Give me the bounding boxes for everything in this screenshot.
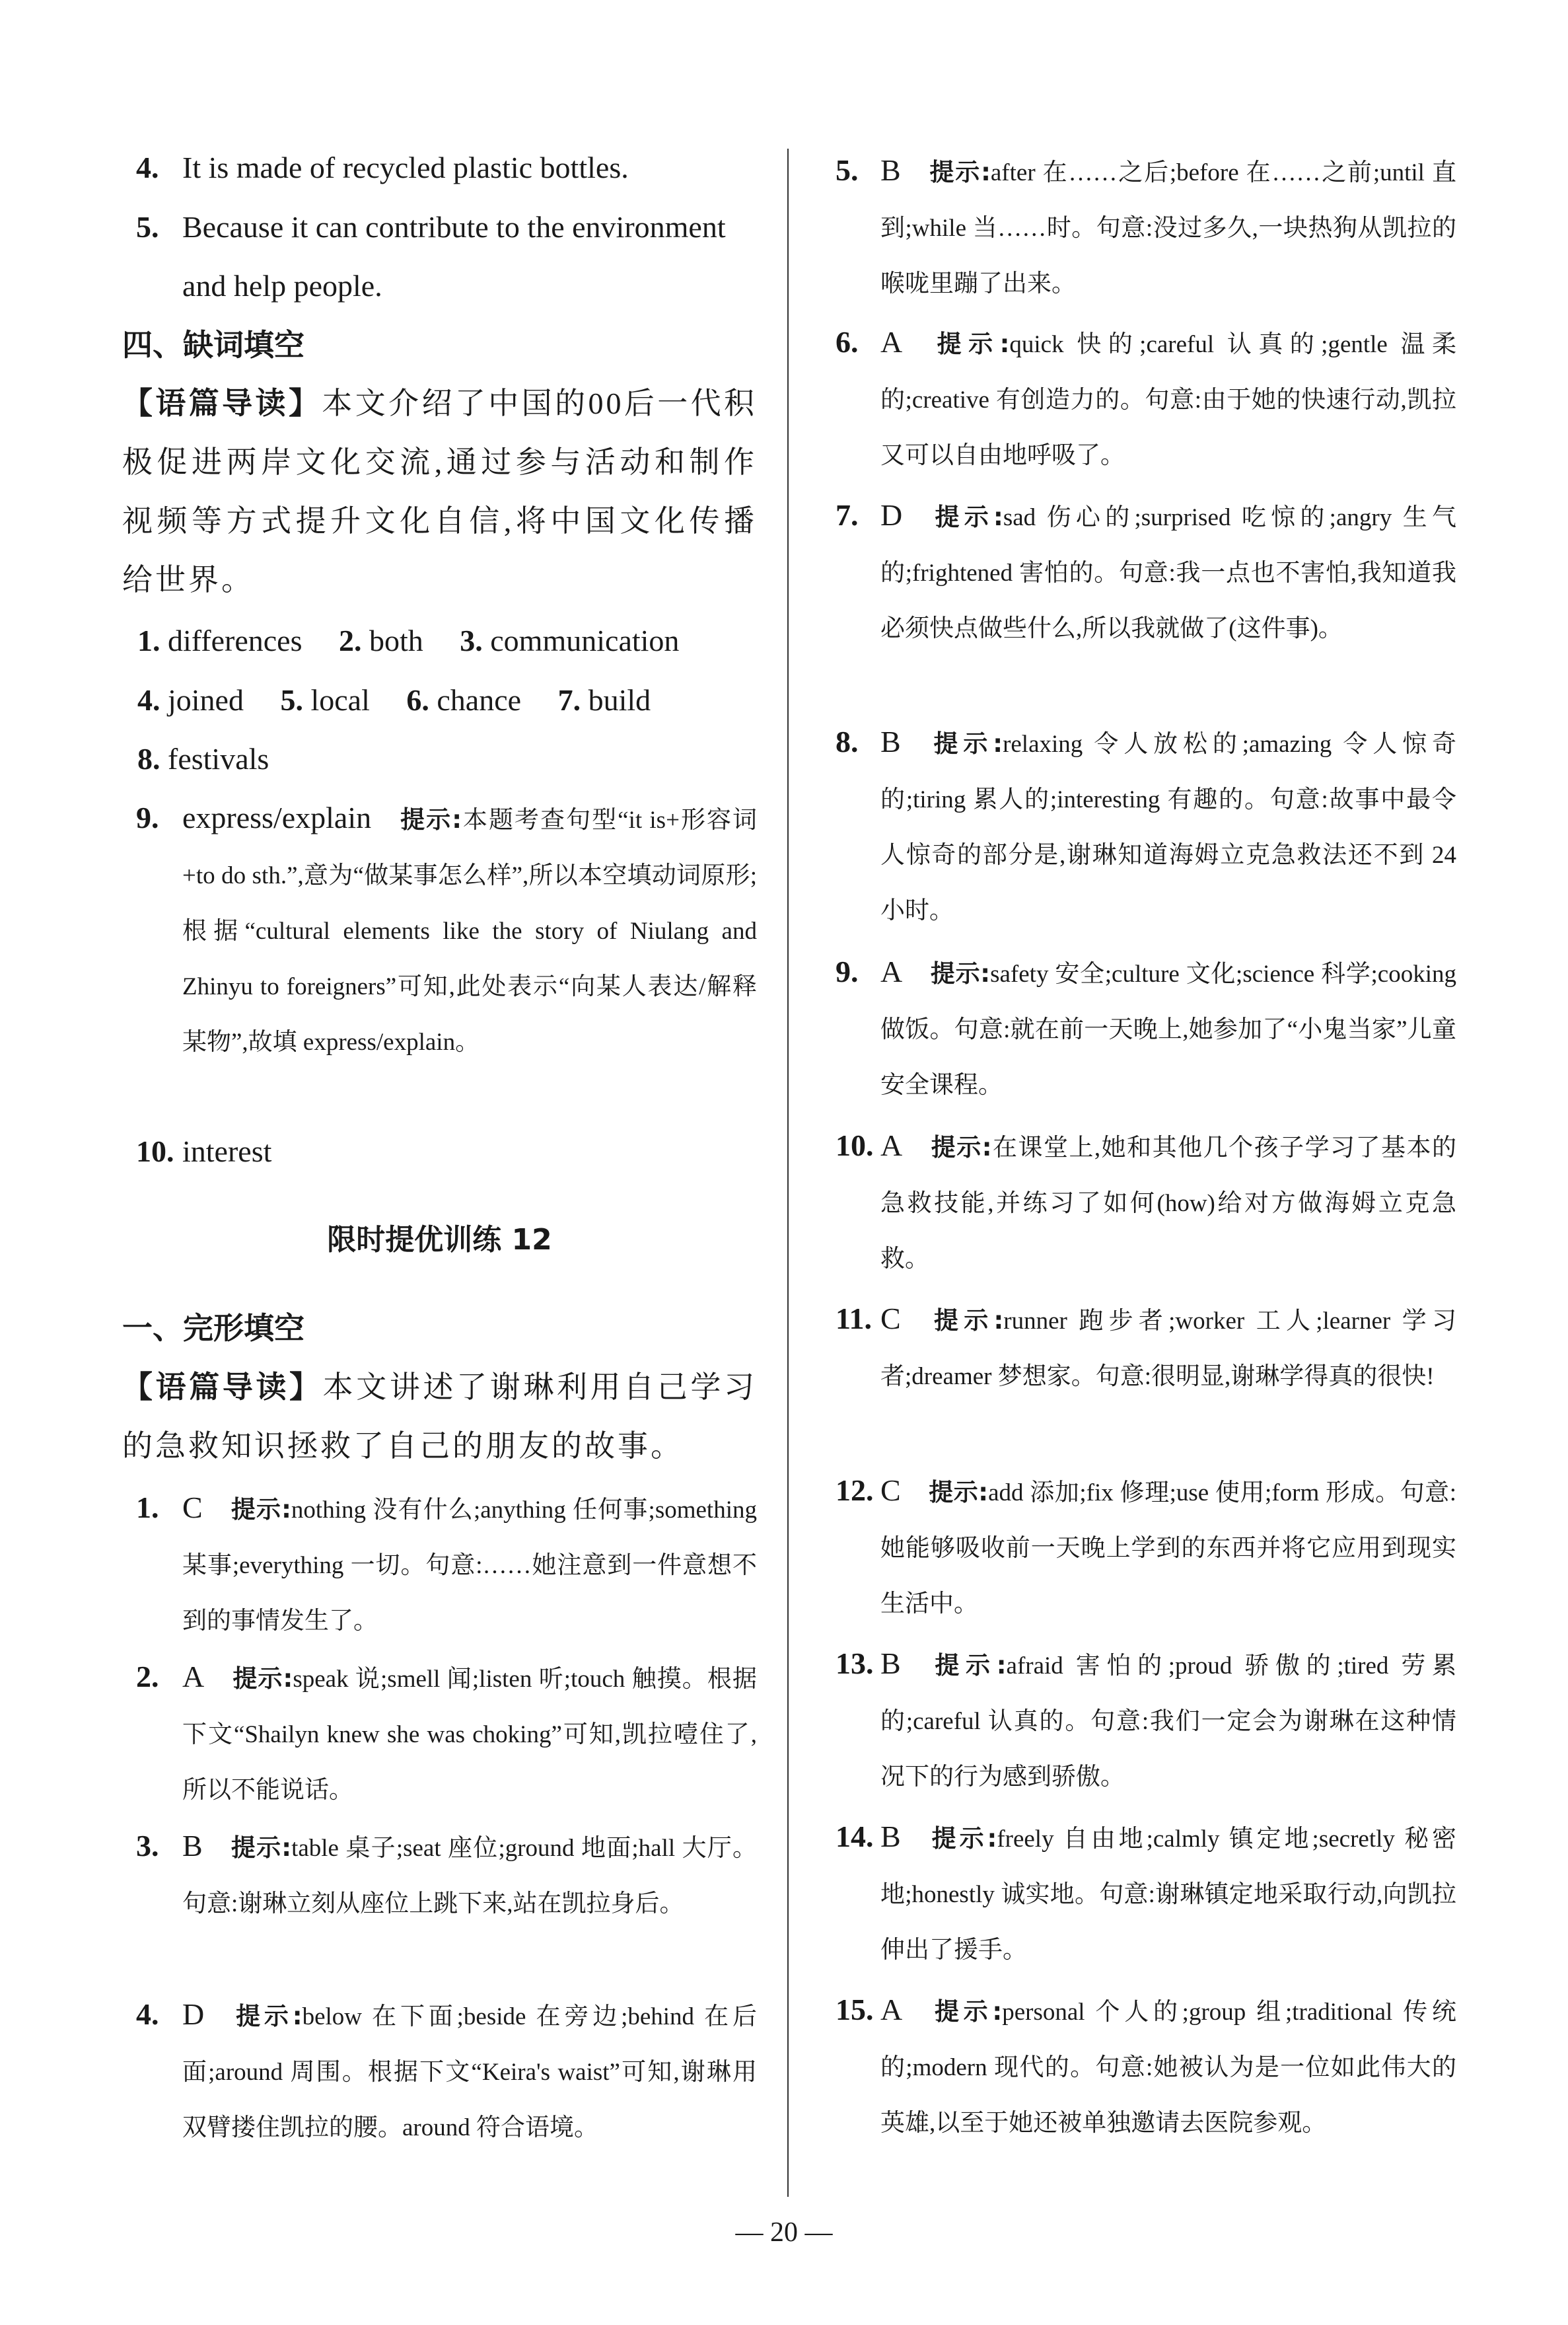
answer-letter: C	[880, 1473, 901, 1507]
answer-item	[836, 488, 1456, 657]
answer-letter: B	[880, 725, 901, 758]
section-heading: 四、缺词填空	[122, 327, 304, 363]
hint-label: 提示:	[928, 1478, 989, 1506]
guide-label: 【语篇导读】	[122, 1369, 323, 1405]
hint-text: quick 快的;careful 认真的;gentle 温柔的;creative 有创造力的。句意:由于她的快速行动,凯拉又可以自由地呼吸了。	[880, 331, 1456, 469]
answer-letter: B	[880, 153, 901, 187]
hint-text: relaxing 令人放松的;amazing 令人惊奇的;tiring 累人的;interesting 有趣的。句意:故事中最令人惊奇的部分是,谢琳知道海姆立克急救法还不到 24 小时。	[880, 731, 1456, 924]
answer-item: 4. D 提示:below 在下面;beside 在旁边;behind 在后面;around 周围。根据下文“Keira's waist”可知,谢琳用双臂搂住凯拉的腰。around 符合语境。	[136, 1997, 757, 2141]
hint-text: 在课堂上,她和其他几个孩子学习了基本的急救技能,并练习了如何(how)给对方做海姆立克急救。	[880, 1134, 1457, 1273]
item-number: 7.	[836, 498, 859, 532]
answer-5: 5. Because it can contribute to the environment and help people.	[136, 210, 726, 303]
answer-item	[836, 1463, 1457, 1632]
answer-item: 1. C 提示:nothing 没有什么;anything 任何事;something 某事;everything 一切。句意:……她注意到一件意想不到的事情发生了。	[136, 1491, 757, 1635]
item-number: 8.	[836, 725, 859, 758]
answer-item	[836, 944, 1456, 1113]
hint-text: runner 跑步者;worker 工人;learner 学习者;dreamer 梦想家。句意:很明显,谢琳学得真的很快!	[880, 1308, 1456, 1390]
answer-item	[836, 714, 1456, 939]
hint-text: after 在……之后;before 在……之前;until 直到;while 当……时。句意:没过多久,一块热狗从凯拉的喉咙里蹦了出来。	[880, 159, 1457, 297]
answer-letter: C	[880, 1302, 901, 1335]
hint-label: 提示:	[930, 1997, 1003, 2026]
answer-item	[836, 314, 1456, 484]
answer-row: 1. differences 2. both 3. communication	[137, 624, 680, 657]
hint-label: 提示:	[928, 1824, 997, 1853]
hint-label: 提示:	[928, 1651, 1007, 1679]
answer-item	[836, 1636, 1457, 1805]
guide-label: 【语篇导读】	[122, 385, 322, 421]
item-number: 13.	[836, 1646, 874, 1680]
answer-letter: A	[880, 325, 903, 359]
hint-label: 提示:	[928, 729, 1003, 758]
answer-item	[836, 1809, 1457, 1978]
item-number: 5.	[836, 153, 859, 187]
answer-row: 4. joined 5. local 6. chance 7. build	[137, 683, 651, 717]
hint-label: 提示:	[928, 1306, 1004, 1335]
hint-label: 提示:	[930, 330, 1010, 358]
hint-text: afraid 害怕的;proud 骄傲的;tired 劳累的;careful 认真的。句意:我们一定会为谢琳在这种情况下的行为感到骄傲。	[880, 1652, 1457, 1790]
item-number: 14.	[836, 1820, 874, 1853]
answer-9: 9. express/explain 提示:本题考查句型“it is+形容词+to do sth.”,意为“做某事怎么样”,所以本空填动词原形;根据“cultural elements like the story of Niulang and Zhinyu to foreigners”可知,此处表示“向某人表达/解释某物”,故填 express/explain。	[136, 801, 757, 1056]
answer-letter: D	[880, 498, 903, 532]
item-number: 11.	[836, 1302, 872, 1335]
hint-label: 提示:	[928, 158, 991, 186]
hint-label: 提示:	[930, 503, 1003, 531]
page-number: — 20 —	[735, 2217, 833, 2248]
answer-letter: B	[880, 1646, 901, 1680]
item-number: 15.	[836, 1993, 874, 2026]
answer-letter: B	[880, 1820, 901, 1853]
hint-text: personal 个人的;group 组;traditional 传统的;modern 现代的。句意:她被认为是一位如此伟大的英雄,以至于她还被单独邀请去医院参观。	[880, 1999, 1457, 2137]
column-divider	[787, 149, 789, 2197]
item-number: 12.	[836, 1473, 874, 1507]
section-heading: 一、完形填空	[122, 1310, 304, 1346]
item-number: 6.	[836, 325, 859, 359]
answer-letter: A	[880, 955, 903, 988]
hint-text: freely 自由地;calmly 镇定地;secretly 秘密地;honestly 诚实地。句意:谢琳镇定地采取行动,向凯拉伸出了援手。	[880, 1826, 1457, 1964]
hint-label: 提示:	[930, 959, 991, 988]
hint-text: safety 安全;culture 文化;science 科学;cooking 做饭。句意:就在前一天晚上,她参加了“小鬼当家”儿童安全课程。	[880, 961, 1456, 1099]
reading-guide: 【语篇导读】本文介绍了中国的00后一代积极促进两岸文化交流,通过参与活动和制作视频等方式提升文化自信,将中国文化传播给世界。	[122, 385, 758, 597]
answer-letter: A	[880, 1128, 903, 1162]
answer-item	[836, 1118, 1457, 1287]
answer-item	[836, 143, 1457, 312]
answer-item: 2. A 提示:speak 说;smell 闻;listen 听;touch 触摸。根据下文“Shailyn knew she was choking”可知,凯拉噎住了,所以不能说话。	[136, 1660, 758, 1804]
item-number: 10.	[836, 1128, 874, 1162]
hint-text: add 添加;fix 修理;use 使用;form 形成。句意:她能够吸收前一天晚上学到的东西并将它应用到现实生活中。	[880, 1479, 1457, 1617]
answer-row: 8. festivals	[137, 742, 269, 776]
answer-letter: A	[880, 1993, 903, 2026]
hint-label: 提示:	[930, 1133, 992, 1162]
answer-item	[836, 1982, 1457, 2151]
answer-item	[836, 1291, 1456, 1405]
reading-guide: 【语篇导读】本文讲述了谢琳利用自己学习的急救知识拯救了自己的朋友的故事。	[122, 1369, 758, 1463]
hint-text: sad 伤心的;surprised 吃惊的;angry 生气的;frightened 害怕的。句意:我一点也不害怕,我知道我必须快点做些什么,所以我就做了(这件事)。	[880, 504, 1456, 642]
answer-10: 10. interest	[136, 1134, 272, 1168]
answer-item: 3. B 提示:table 桌子;seat 座位;ground 地面;hall 大厅。句意:谢琳立刻从座位上跳下来,站在凯拉身后。	[136, 1829, 757, 1917]
practice-title: 限时提优训练 12	[327, 1223, 552, 1257]
answer-4: 4. It is made of recycled plastic bottles.	[136, 151, 629, 184]
item-number: 9.	[836, 955, 859, 988]
